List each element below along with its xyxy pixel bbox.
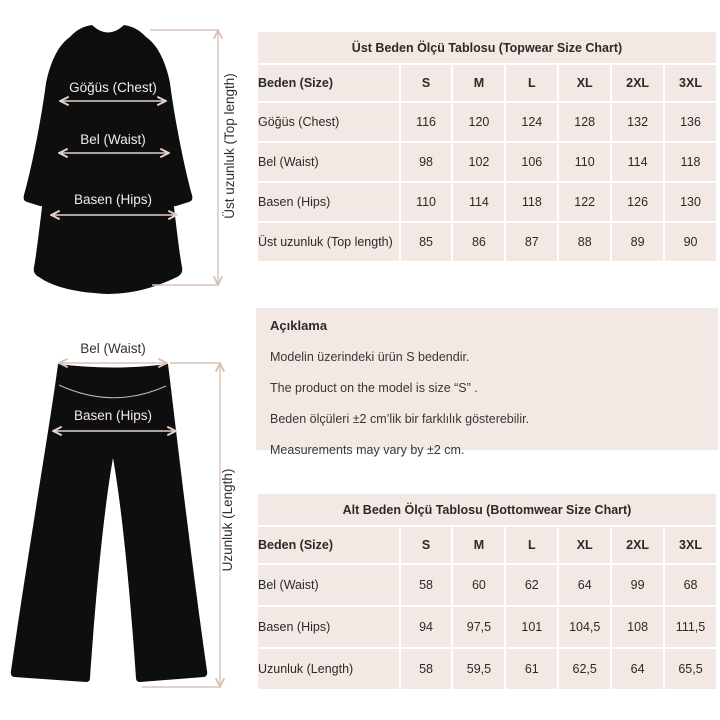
column-header-3xl: 3XL <box>664 526 717 564</box>
cell-value: 98 <box>400 142 453 182</box>
column-header-s: S <box>400 64 453 102</box>
cell-value: 94 <box>400 606 453 648</box>
explanation-line: Beden ölçüleri ±2 cm’lik bir farklılık gösterebilir. <box>270 412 530 426</box>
pants-hips-label: Basen (Hips) <box>73 408 153 423</box>
explanation-box <box>256 308 718 457</box>
column-header-xl: XL <box>558 526 611 564</box>
cell-value: 106 <box>505 142 558 182</box>
cell-value: 110 <box>558 142 611 182</box>
row-label: Üst uzunluk (Top length) <box>257 222 400 262</box>
cell-value: 130 <box>664 182 717 222</box>
table-title-row <box>257 493 717 526</box>
pants-waist-label: Bel (Waist) <box>80 341 146 356</box>
cell-value: 114 <box>452 182 505 222</box>
explanation-line: The product on the model is size “S” . <box>270 381 478 395</box>
cell-value: 132 <box>611 102 664 142</box>
column-header-l: L <box>505 526 558 564</box>
table-header-row <box>257 526 717 564</box>
topwear-garment-illustration <box>0 15 252 307</box>
bottomwear-size-table <box>256 492 718 691</box>
cell-value: 65,5 <box>664 648 717 690</box>
row-label: Bel (Waist) <box>257 142 400 182</box>
cell-value: 118 <box>664 142 717 182</box>
column-header-m: M <box>452 64 505 102</box>
cell-value: 62 <box>505 564 558 606</box>
cell-value: 88 <box>558 222 611 262</box>
cell-value: 101 <box>505 606 558 648</box>
cell-value: 104,5 <box>558 606 611 648</box>
cell-value: 136 <box>664 102 717 142</box>
topwear-size-table <box>256 30 718 263</box>
cell-value: 58 <box>400 648 453 690</box>
cell-value: 128 <box>558 102 611 142</box>
tunic-waist-label: Bel (Waist) <box>80 132 146 147</box>
column-header-l: L <box>505 64 558 102</box>
tunic-chest-label: Göğüs (Chest) <box>69 80 157 95</box>
cell-value: 118 <box>505 182 558 222</box>
column-header-3xl: 3XL <box>664 64 717 102</box>
row-label: Basen (Hips) <box>257 606 400 648</box>
cell-value: 111,5 <box>664 606 717 648</box>
row-label: Uzunluk (Length) <box>257 648 400 690</box>
cell-value: 64 <box>558 564 611 606</box>
table-row <box>257 222 717 262</box>
column-header-2xl: 2XL <box>611 526 664 564</box>
row-label: Basen (Hips) <box>257 182 400 222</box>
tunic-hips-label: Basen (Hips) <box>73 192 153 207</box>
column-header-size: Beden (Size) <box>257 526 400 564</box>
cell-value: 99 <box>611 564 664 606</box>
table-row <box>257 102 717 142</box>
cell-value: 59,5 <box>452 648 505 690</box>
cell-value: 89 <box>611 222 664 262</box>
table-row <box>257 182 717 222</box>
row-label: Göğüs (Chest) <box>257 102 400 142</box>
table-header-row <box>257 64 717 102</box>
cell-value: 85 <box>400 222 453 262</box>
cell-value: 124 <box>505 102 558 142</box>
cell-value: 126 <box>611 182 664 222</box>
bottomwear-table-title: Alt Beden Ölçü Tablosu (Bottomwear Size Chart) <box>257 493 717 526</box>
cell-value: 97,5 <box>452 606 505 648</box>
table-row <box>257 648 717 690</box>
table-title-row <box>257 31 717 64</box>
explanation-title: Açıklama <box>270 318 328 333</box>
cell-value: 68 <box>664 564 717 606</box>
cell-value: 102 <box>452 142 505 182</box>
table-row <box>257 564 717 606</box>
cell-value: 86 <box>452 222 505 262</box>
cell-value: 108 <box>611 606 664 648</box>
cell-value: 122 <box>558 182 611 222</box>
column-header-2xl: 2XL <box>611 64 664 102</box>
topwear-table-title: Üst Beden Ölçü Tablosu (Topwear Size Chart) <box>257 31 717 64</box>
row-label: Bel (Waist) <box>257 564 400 606</box>
cell-value: 62,5 <box>558 648 611 690</box>
table-row <box>257 142 717 182</box>
cell-value: 58 <box>400 564 453 606</box>
column-header-s: S <box>400 526 453 564</box>
cell-value: 116 <box>400 102 453 142</box>
cell-value: 64 <box>611 648 664 690</box>
explanation-line: Modelin üzerindeki ürün S bedendir. <box>270 350 470 364</box>
cell-value: 61 <box>505 648 558 690</box>
cell-value: 110 <box>400 182 453 222</box>
column-header-size: Beden (Size) <box>257 64 400 102</box>
tunic-length-label: Üst uzunluk (Top length) <box>222 73 237 219</box>
bottomwear-garment-illustration <box>0 330 252 708</box>
pants-length-label: Uzunluk (Length) <box>220 468 235 572</box>
explanation-line: Measurements may vary by ±2 cm. <box>270 443 465 457</box>
cell-value: 114 <box>611 142 664 182</box>
table-row <box>257 606 717 648</box>
cell-value: 60 <box>452 564 505 606</box>
column-header-m: M <box>452 526 505 564</box>
cell-value: 87 <box>505 222 558 262</box>
cell-value: 120 <box>452 102 505 142</box>
cell-value: 90 <box>664 222 717 262</box>
column-header-xl: XL <box>558 64 611 102</box>
